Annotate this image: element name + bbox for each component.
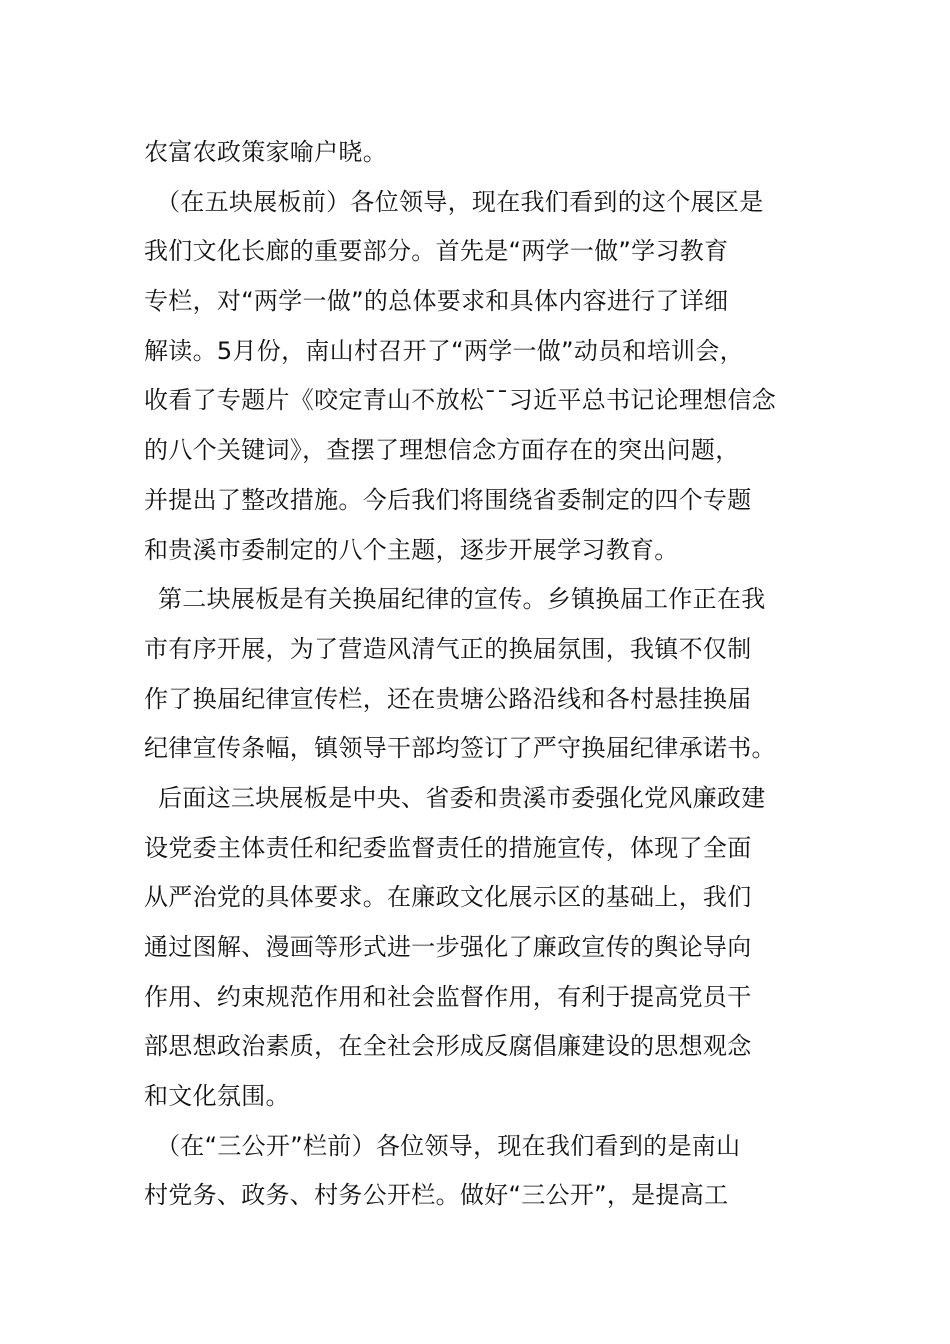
text-line: 解读。5月份，南山村召开了“两学一做”动员和培训会，	[144, 336, 744, 365]
text-line: 收看了专题片《咬定青山不放松¯¯习近平总书记论理想信念	[144, 386, 777, 415]
text-line: 和贵溪市委制定的八个主题，逐步开展学习教育。	[144, 535, 679, 564]
body-text	[144, 128, 814, 1221]
text-line: 作了换届纪律宣传栏，还在贵塘公路沿线和各村悬挂换届	[144, 684, 752, 713]
text-line: （在五块展板前）各位领导，现在我们看到的这个展区是	[156, 187, 764, 216]
text-line: 第二块展板是有关换届纪律的宣传。乡镇换届工作正在我	[158, 585, 766, 614]
text-line: 和文化氛围。	[144, 1082, 290, 1111]
text-line: 通过图解、漫画等形式进一步强化了廉政宣传的舆论导向	[144, 933, 752, 961]
text-line: 纪律宣传条幅，镇领导干部均签订了严守换届纪律承诺书。	[144, 734, 776, 763]
text-line: 市有序开展，为了营造风清气正的换届氛围，我镇不仅制	[144, 634, 752, 663]
text-line: 部思想政治素质，在全社会形成反腐倡廉建设的思想观念	[144, 1032, 752, 1061]
text-line: 村党务、政务、村务公开栏。做好“三公开”，是提高工	[144, 1181, 729, 1210]
text-line: 农富农政策家喻户晓。	[144, 138, 387, 166]
text-line: 设党委主体责任和纪委监督责任的措施宣传，体现了全面	[144, 833, 752, 862]
text-line: 并提出了整改措施。今后我们将围绕省委制定的四个专题	[144, 485, 752, 514]
text-line: （在“三公开”栏前）各位领导，现在我们看到的是南山	[156, 1131, 741, 1160]
text-line: 作用、约束规范作用和社会监督作用，有利于提高党员干	[144, 982, 752, 1011]
text-line: 后面这三块展板是中央、省委和贵溪市委强化党风廉政建	[158, 783, 766, 812]
text-line: 专栏，对“两学一做”的总体要求和具体内容进行了详细	[144, 287, 729, 316]
text-line: 的八个关键词》，查摆了理想信念方面存在的突出问题，	[144, 436, 740, 465]
text-line: 我们文化长廊的重要部分。首先是“两学一做”学习教育	[144, 237, 729, 266]
text-line: 从严治党的具体要求。在廉政文化展示区的基础上，我们	[144, 883, 752, 912]
